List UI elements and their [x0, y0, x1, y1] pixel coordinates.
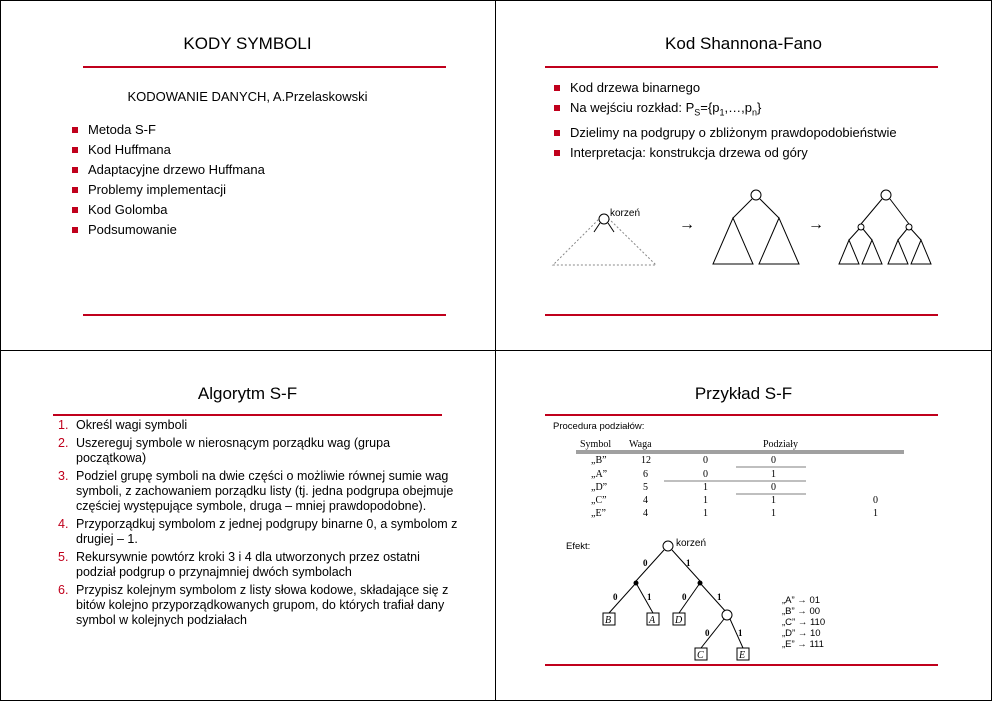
- step-number: 6.: [58, 583, 69, 597]
- list-item: Adaptacyjne drzewo Huffmana: [72, 160, 265, 180]
- root-label: korzeń: [676, 538, 707, 549]
- step-text: Określ wagi symboli: [76, 418, 188, 432]
- subscript: n: [751, 107, 757, 118]
- edge-label: 1: [686, 558, 691, 568]
- tree-edge: [700, 583, 727, 613]
- leaf-label: C: [697, 650, 704, 661]
- list-item: Problemy implementacji: [72, 180, 265, 200]
- slide-title: Kod Shannona-Fano: [665, 34, 822, 53]
- table-row: [591, 469, 776, 480]
- table-header-symbol: Symbol: [580, 439, 612, 450]
- edge-label: 0: [613, 592, 618, 602]
- tree-edge: [861, 199, 882, 224]
- steps-list: [58, 418, 458, 631]
- table-cell: 4: [643, 495, 648, 506]
- list-item: [58, 550, 458, 580]
- table-cell: 1: [771, 469, 776, 480]
- text-span: }: [756, 100, 762, 115]
- table-cell: 12: [641, 455, 651, 466]
- root-node: [751, 190, 761, 200]
- edge-label: 0: [682, 592, 687, 602]
- root-node: [599, 214, 609, 224]
- step-number: 5.: [58, 550, 69, 564]
- table-cell: 1: [873, 508, 878, 519]
- tree-edge: [636, 550, 664, 581]
- table-cell: „C”: [591, 495, 607, 506]
- slide-przyklad-sf: [496, 351, 991, 701]
- table-cell: 0: [703, 455, 708, 466]
- list-item: [58, 469, 458, 514]
- step-text: Przyporządkuj symbolom z jednej podgrupy binarne 0, a symbolom z drugiej – 1.: [76, 517, 458, 546]
- tree-edge: [849, 229, 859, 240]
- list-item: [58, 583, 458, 628]
- edge-label: 0: [705, 628, 710, 638]
- table-row: [591, 482, 776, 493]
- table-row: [591, 508, 878, 519]
- table-cell: 5: [643, 482, 648, 493]
- root-node: [881, 190, 891, 200]
- list-item: Podsumowanie: [72, 220, 265, 240]
- edge-label: 1: [738, 628, 743, 638]
- table-cell: 0: [873, 495, 878, 506]
- text-span: Na wejściu rozkład: P: [570, 100, 695, 115]
- text-span: ,…,p: [724, 100, 752, 115]
- procedure-label: Procedura podziałów:: [553, 421, 645, 432]
- subtree-triangle: [862, 240, 882, 264]
- list-item: [58, 436, 458, 466]
- table-cell: 0: [771, 455, 776, 466]
- table-cell: 1: [703, 495, 708, 506]
- tree-edge: [760, 199, 779, 218]
- tree-edge: [898, 229, 907, 240]
- step-text: Przypisz kolejnym symbolom z listy słowa kodowe, składające się z bitów kolejno przyporządkowanych grupom, do których trafiał dany symbol w kolejnych podziałach: [76, 583, 449, 627]
- leaf-label: E: [739, 650, 746, 661]
- tree-edge: [594, 223, 600, 232]
- list-item: [58, 517, 458, 547]
- bullet-list: [72, 120, 265, 240]
- step-text: Podziel grupę symboli na dwie części o możliwie równej sumie wag symboli, z zachowaniem porządku listy (tj. jedna podgrupa obejmuje częściej występujące symbole, druga – mniej prawdopodobne).: [76, 469, 454, 513]
- edge-label: 1: [717, 592, 722, 602]
- effect-label: Efekt:: [566, 541, 591, 552]
- tree-edge: [863, 229, 872, 240]
- subtree-triangle: [911, 240, 931, 264]
- edge-label: 1: [647, 592, 652, 602]
- slide-algorytm-sf: [0, 351, 495, 701]
- step-text: Uszereguj symbole w nierosnącym porządku wag (grupa początkowa): [76, 436, 391, 465]
- table-row: [591, 495, 878, 506]
- code-entry: „A” → 01: [782, 595, 821, 606]
- subscript: S: [694, 107, 701, 118]
- tree-edge: [608, 223, 614, 232]
- slide-kod-shannona-fano: [496, 0, 991, 350]
- table-cell: „A”: [591, 469, 608, 480]
- table-cell: 1: [703, 508, 708, 519]
- subtree-triangle: [888, 240, 908, 264]
- table-cell: 0: [771, 482, 776, 493]
- code-entry: „E” → 111: [782, 639, 824, 650]
- table-cell: 0: [703, 469, 708, 480]
- table-row: [591, 455, 776, 466]
- edge-label: 0: [643, 558, 648, 568]
- tree-node: [722, 610, 732, 620]
- footer-rule: [83, 314, 446, 316]
- table-cell: „D”: [591, 482, 608, 493]
- footer-rule: [545, 664, 938, 666]
- table-header-weight: Waga: [629, 439, 652, 450]
- tree-construction-diagram: [496, 0, 991, 350]
- slide-title: KODY SYMBOLI: [183, 34, 312, 53]
- code-entry: „B” → 00: [782, 606, 821, 617]
- root-node: [663, 541, 673, 551]
- list-item: Interpretacja: konstrukcja drzewa od góry: [554, 143, 897, 163]
- text-span: ={p: [700, 100, 720, 115]
- table-cell: „B”: [591, 455, 607, 466]
- table-cell: 6: [643, 469, 648, 480]
- arrow-right-icon: →: [808, 216, 824, 233]
- root-label: korzeń: [610, 208, 641, 219]
- tree-edge: [890, 199, 909, 224]
- list-item: Metoda S-F: [72, 120, 265, 140]
- step-number: 1.: [58, 418, 69, 432]
- tree-edge: [733, 199, 752, 218]
- subtree-triangle: [713, 218, 753, 264]
- slide-title: Przykład S-F: [694, 384, 793, 403]
- table-cell: 1: [703, 482, 708, 493]
- subscript: 1: [719, 107, 725, 118]
- slide-kody-symboli: [0, 0, 495, 350]
- step-number: 2.: [58, 436, 69, 450]
- list-item: Dzielimy na podgrupy o zbliżonym prawdopodobieństwie: [554, 123, 897, 143]
- list-item: [58, 418, 458, 433]
- code-entry: „D” → 10: [782, 628, 821, 639]
- list-item: Kod drzewa binarnego: [554, 78, 897, 98]
- footer-rule: [545, 314, 938, 316]
- title-rule: [83, 66, 446, 68]
- subtree-triangle: [759, 218, 799, 264]
- table-cell: „E”: [591, 508, 606, 519]
- list-item: Kod Huffmana: [72, 140, 265, 160]
- leaf-label: A: [649, 615, 656, 626]
- subtree-triangle: [839, 240, 859, 264]
- code-list: [782, 595, 825, 650]
- table-header-splits: Podziały: [763, 439, 798, 450]
- tree-edge: [911, 229, 921, 240]
- code-entry: „C” → 110: [782, 617, 826, 628]
- slide-title: Algorytm S-F: [197, 384, 298, 403]
- split-table-and-tree: [496, 351, 991, 701]
- table-cell: 4: [643, 508, 648, 519]
- step-number: 3.: [58, 469, 69, 483]
- arrow-right-icon: →: [679, 216, 695, 233]
- list-item: Kod Golomba: [72, 200, 265, 220]
- leaf-label: B: [605, 615, 612, 626]
- slide-subtitle: KODOWANIE DANYCH, A.Przelaskowski: [127, 89, 368, 104]
- table-cell: 1: [771, 508, 776, 519]
- step-text: Rekursywnie powtórz kroki 3 i 4 dla utworzonych przez ostatni podział podgrup o przynajmniej dwóch symbolach: [76, 550, 420, 579]
- table-cell: 1: [771, 495, 776, 506]
- leaf-label: D: [675, 615, 683, 626]
- step-number: 4.: [58, 517, 69, 531]
- title-rule: [53, 414, 442, 416]
